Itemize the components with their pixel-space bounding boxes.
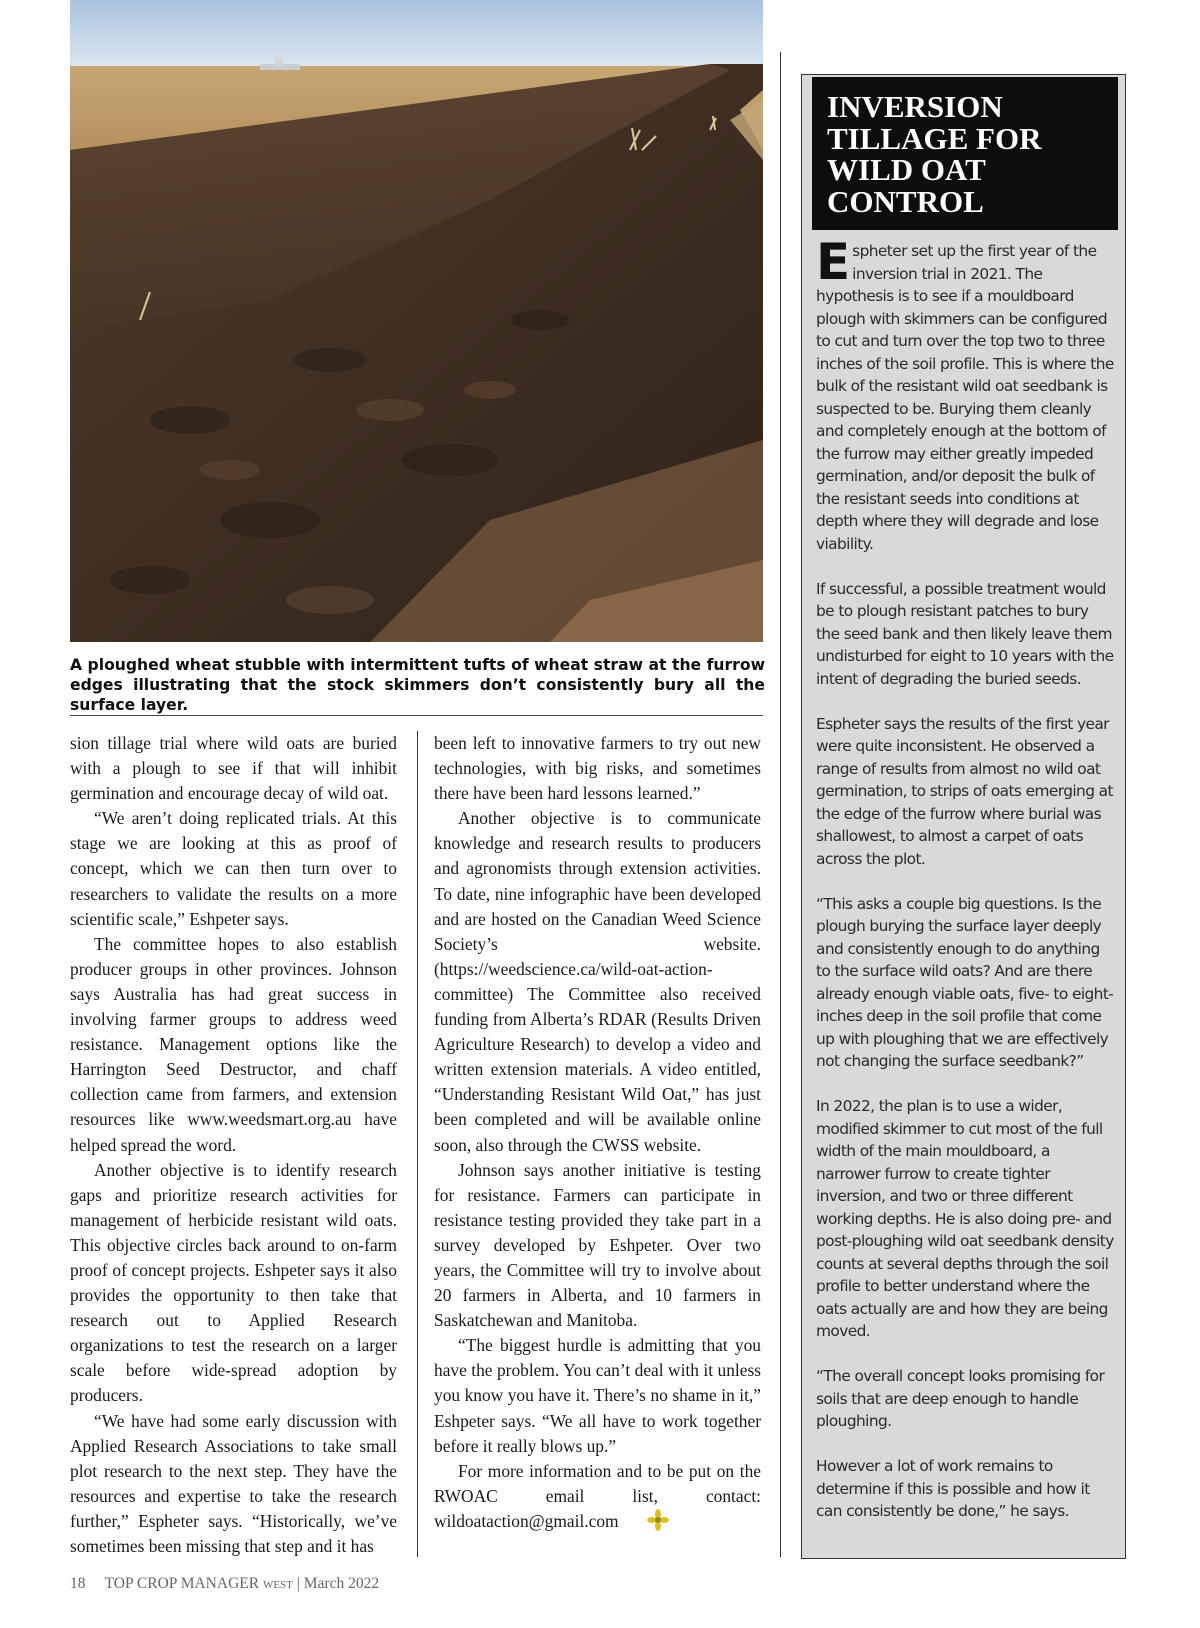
page-footer: [70, 1575, 379, 1593]
sidebar-title: INVERSION TILLAGE FOR WILD OAT CONTROL: [827, 89, 1042, 219]
column-divider: [417, 731, 418, 1557]
paragraph: been left to innovative farmers to try out new technologies, with big risks, and sometimes there have been hard lessons learned.”: [434, 733, 761, 804]
caption-divider: [70, 715, 763, 716]
drop-cap: E: [816, 233, 851, 291]
column-divider: [780, 52, 781, 1557]
footer-separator: |: [296, 1575, 300, 1592]
page-number: 18: [70, 1575, 86, 1592]
paragraph: Espheter says the results of the first year were quite inconsistent. He observed a range of results from almost no wild oat germination, to strips of oats emerging at the edge of the furrow where burial was shallowest, to almost a carpet of oats across the plot.: [816, 714, 1113, 868]
paragraph: “This asks a couple big questions. Is the plough burying the surface layer deeply and consistently enough to do anything to the surface wild oats? And are there already enough viable oats, five- to eight-inches deep in the soil profile that come up with ploughing that we are effectively not changing the surface seedbank?”: [816, 894, 1114, 1070]
magazine-edition: WEST: [262, 1579, 293, 1591]
paragraph: Another objective is to communicate knowledge and research results to producers and agronomists through extension activities. To date, nine infographic have been developed and are hosted on the Canadian Weed Science Society’s website. (https://weedscience.ca/wild-oat-action-committee) The Committee also received funding from Alberta’s RDAR (Results Driven Agriculture Research) to develop a video and written extension materials. A video entitled, “Understanding Resistant Wild Oat,” has just been completed and will be available online soon, also through the CWSS website.: [434, 808, 761, 1155]
paragraph-text: spheter set up the first year of the inversion trial in 2021. The hypothesis is to see if a mouldboard plough with skimmers can be configured to cut and turn over the top two to three inches of the soil profile. This is where the bulk of the resistant wild oat seedbank is suspected to be. Burying them cleanly and completely enough at the bottom of the furrow may either greatly impeded germination, and/or deposit the bulk of the resistant seeds into conditions at depth where they will degrade and lose viability.: [816, 242, 1114, 553]
article-column-1: [70, 731, 397, 1559]
paragraph: The committee hopes to also establish producer groups in other provinces. Johnson says Australia has had great success in involving farmer groups to address weed resistance. Management options like the Harrington Seed Destructor, and chaff collection came from farmers, and extension resources like www.weedsmart.org.au have helped spread the word.: [70, 933, 397, 1155]
ploughed-field-photo-icon: [70, 0, 763, 642]
paragraph: “We have had some early discussion with Applied Research Associations to take small plot research to the next step. They have the resources and expertise to take the research further,” Espheter says. “Historically, we’ve sometimes been missing that step and it has: [70, 1410, 397, 1556]
sidebar-box: [801, 74, 1126, 1559]
contact-text: For more information and to be put on the RWOAC email list, contact: wildoataction@gmail.com: [434, 1460, 761, 1531]
paragraph: sion tillage trial where wild oats are buried with a plough to see if that will inhibit germination and encourage decay of wild oat.: [70, 733, 397, 804]
paragraph: “We aren’t doing replicated trials. At this stage we are looking at this as proof of concept, which we can then turn over to researchers to validate the results on a more scientific scale,” Eshpeter says.: [70, 808, 397, 929]
paragraph: “The overall concept looks promising for soils that are deep enough to handle ploughing.: [816, 1367, 1105, 1430]
field-photo: [70, 0, 763, 642]
paragraph: In 2022, the plan is to use a wider, modified skimmer to cut most of the full width of the main mouldboard, a narrower furrow to create tighter inversion, and two or three different working depths. He is also doing pre- and post-ploughing wild oat seedbank density counts at several depths through the soil profile to better understand where the oats actually are and how they are being moved.: [816, 1097, 1114, 1340]
photo-caption: A ploughed wheat stubble with intermittent tufts of wheat straw at the furrow edges illustrating that the stock skimmers don’t consistently bury all the surface layer.: [70, 656, 765, 714]
sidebar-title-block: [812, 77, 1118, 230]
paragraph: Another objective is to identify research gaps and prioritize research activities for management of herbicide resistant wild oats. This objective circles back around to on-farm proof of concept projects. Eshpeter says it also provides the opportunity to then take that research out to Applied Research organizations to test the research on a larger scale before wide-spread adoption by producers.: [70, 1159, 397, 1406]
article-column-2: [434, 731, 761, 1538]
paragraph: “The biggest hurdle is admitting that you have the problem. You can’t deal with it unless you know you have it. There’s no shame in it,” Eshpeter says. “We all have to work together before it really blows up.”: [434, 1335, 761, 1456]
leaf-icon: [623, 1509, 669, 1538]
paragraph: [434, 1459, 761, 1538]
issue-date: March 2022: [303, 1575, 380, 1592]
paragraph: However a lot of work remains to determine if this is possible and how it can consistently be done,” he says.: [816, 1457, 1090, 1520]
magazine-name: TOP CROP MANAGER: [104, 1575, 260, 1592]
sidebar-body: [816, 233, 1114, 1545]
paragraph: If successful, a possible treatment would be to plough resistant patches to bury the seed bank and then likely leave them undisturbed for eight to 10 years with the intent of degrading the buried seeds.: [816, 579, 1114, 688]
paragraph: [816, 233, 1114, 555]
paragraph: Johnson says another initiative is testing for resistance. Farmers can participate in resistance testing provided they take part in a survey developed by Eshpeter. Over two years, the Committee will try to involve about 20 farmers in Alberta, and 10 farmers in Saskatchewan and Manitoba.: [434, 1159, 761, 1331]
